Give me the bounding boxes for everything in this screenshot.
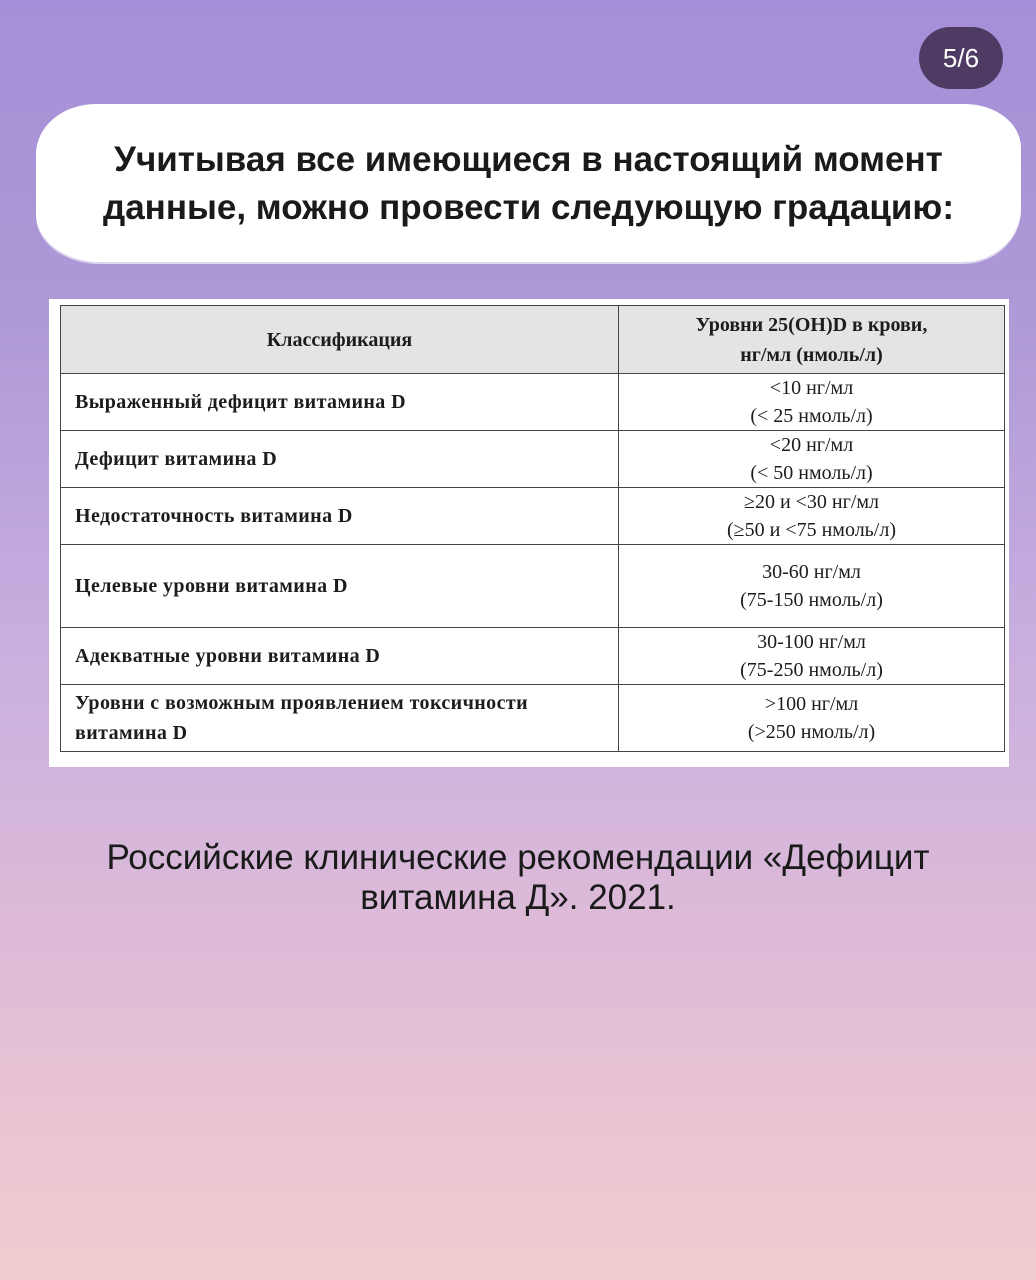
classification-cell: Целевые уровни витамина D [61,545,619,628]
classification-cell: Уровни с возможным проявлением токсичности витамина D [61,685,619,752]
level-nmol: (75-150 нмоль/л) [740,589,883,611]
table-row [61,545,1005,628]
level-nmol: (>250 нмоль/л) [747,721,876,743]
level-ng: 30-60 нг/мл [762,561,861,583]
header-levels-line-1: Уровни 25(OH)D в крови, [695,313,928,336]
classification-cell: Адекватные уровни витамина D [61,628,619,685]
citation-line-1: Российские клинические рекомендации «Дефицит [106,838,930,877]
level-cell [619,685,1005,752]
level-ng: ≥20 и <30 нг/мл [743,491,880,513]
level-nmol: (< 25 нмоль/л) [750,405,873,427]
vitamin-d-grading-table [60,305,1005,752]
headline [36,136,1021,232]
level-ng: <10 нг/мл [769,377,854,399]
page-indicator-badge: 5/6 [919,27,1003,89]
level-nmol: (≥50 и <75 нмоль/л) [726,519,896,541]
table-row [61,488,1005,545]
level-cell [619,431,1005,488]
level-ng: 30-100 нг/мл [757,631,866,653]
headline-line-1: Учитывая все имеющиеся в настоящий момент [114,140,943,179]
level-nmol: (< 50 нмоль/л) [750,462,873,484]
table-card [49,299,1009,767]
classification-cell: Выраженный дефицит витамина D [61,374,619,431]
header-levels-line-2: нг/мл (нмоль/л) [740,343,883,366]
table-row [61,431,1005,488]
level-cell [619,545,1005,628]
level-cell [619,374,1005,431]
level-cell [619,628,1005,685]
classification-cell: Дефицит витамина D [61,431,619,488]
header-levels [619,306,1005,374]
headline-line-2: данные, можно провести следующую градацию: [103,188,954,227]
source-citation [0,838,1036,918]
table-header-row [61,306,1005,374]
level-nmol: (75-250 нмоль/л) [740,659,883,681]
table-row [61,628,1005,685]
table-row [61,685,1005,752]
table-row [61,374,1005,431]
classification-cell: Недостаточность витамина D [61,488,619,545]
level-ng: <20 нг/мл [769,434,854,456]
level-ng: >100 нг/мл [764,693,859,715]
header-classification: Классификация [61,306,619,374]
level-cell [619,488,1005,545]
citation-line-2: витамина Д». 2021. [360,878,676,917]
